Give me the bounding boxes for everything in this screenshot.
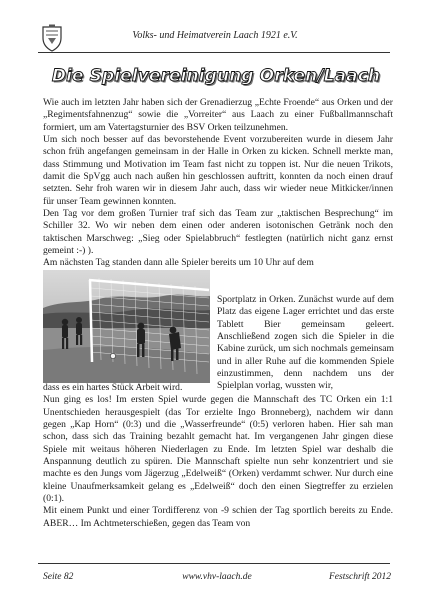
page-header [40,26,390,52]
article-title: Die Spielvereinigung Orken/Laach [51,66,381,86]
footer-publication: Festschrift 2012 [328,572,391,582]
header-title: Volks- und Heimatverein Laach 1921 e.V. [132,30,298,41]
paragraph: Wie auch im letzten Jahr haben sich der Grenadierzug „Echte Froende“ aus Orken und der „Regimentsfahnenzug“ sowie die „Vorreiter“ aus Laach zu einer Fußballmannschaft formiert, um am Vatertagsturnier des BSV Orken teilzunehmen. [43,97,393,133]
paragraph: Um sich noch besser auf das bevorstehende Event vorzubereiten wurde in diesem Jahr schon früh angefangen gemeinsam in der Halle in Orken zu kicken. Schnell merkte man, dass Stimmung und Motivation im Team fast nicht zu toppen ist. Nur die neuen Trikots, damit die SpVgg auch nach außen hin geschlossen auftritt, konnten da noch einen drauf setzten. Sehr froh waren wir in diesem Jahr auch, dass wir wieder neue Mitkicker/innen für unser Team gewinnen konnten. [43,134,393,207]
header-divider [38,52,390,53]
footer-divider [38,563,390,564]
paragraph: dass es ein hartes Stück Arbeit wird. [43,382,183,393]
article-body-top [43,97,393,270]
paragraph: Den Tag vor dem großen Turnier traf sich das Team zur „taktischen Besprechung“ im Schiller 32. Wo wir neben dem einen oder anderen isotonischen Getränk noch den taktischen Marschweg: „Sieg oder Spielabbruch“ festlegten (natürlich nicht ganz ernst gemeint :-) ). [43,208,393,257]
footer-website: www.vhv-laach.de [182,572,252,582]
paragraph: Sportplatz in Orken. Zunächst wurde auf dem Platz das eigene Lager errichtet und das erste Tablett Bier gemeinsam geleert. Anschließend zogen sich die Spieler in die Kabine zurück, um sich nochmals gemeinsam und in aller Ruhe auf die kommenden Spiele einzustimmen, denn nachdem uns der Spielplan vorlag, wussten wir, [217,294,394,392]
page-footer [43,572,391,586]
paragraph: Mit einem Punkt und einer Tordifferenz von -9 schien der Tag sportlich bereits zu Ende. ABER… Im Achtmeterschießen, gegen das Team von [43,505,393,529]
article-photo [43,270,210,383]
article-body-side [217,294,394,393]
article-body-bottom [43,382,393,530]
page-number: Seite 82 [43,572,74,582]
paragraph: Am nächsten Tag standen dann alle Spieler bereits um 10 Uhr auf dem [43,257,314,269]
paragraph: Nun ging es los! Im ersten Spiel wurde gegen die Mannschaft des TC Orken ein 1:1 Unentschieden herausgespielt (das Tor erzielte Ingo Bronneberg), nachdem wir dann gegen „Kap Horn“ (0:3) und die „Wasserfreunde“ (0:5) verloren haben. Hier sah man schon, dass sich das Training bezahlt gemacht hat. Im vergangenen Jahr gingen diese Spiele mit weitaus höheren Niederlagen zu Ende. Im letzten Spiel war deshalb die Anspannung deutlich zu spüren. Die Mannschaft spielte nun sehr konzentriert und sie machte es den Jungs vom Jägerzug „Edelweiß“ (Orken) verdammt schwer. Nur durch eine kleine Unaufmerksamkeit gelang es „Edelweiß“ doch den einen Siegtreffer zu erzielen (0:1). [43,394,393,505]
